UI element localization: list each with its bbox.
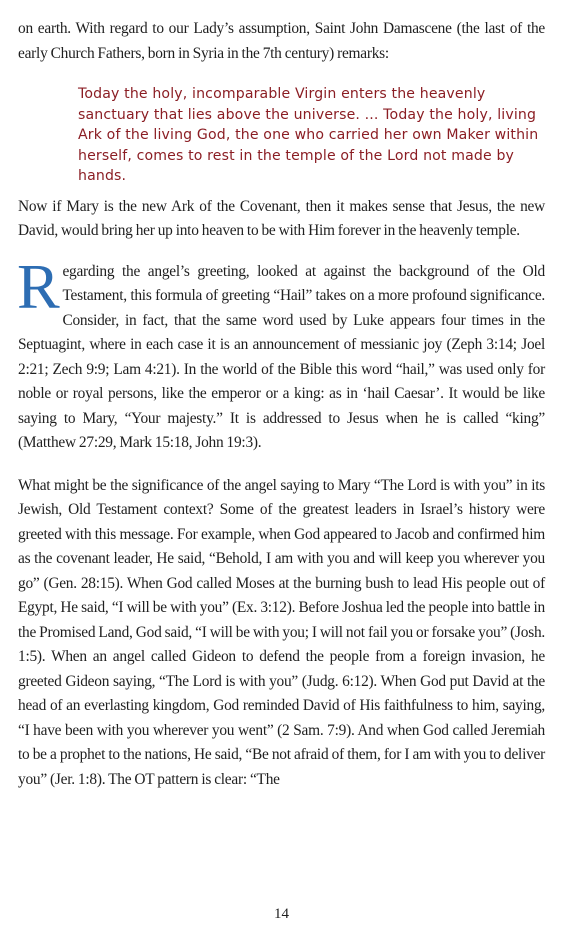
paragraph-ark: Now if Mary is the new Ark of the Covenant, then it makes sense that Jesus, the new David, would bring her up into heaven to be with Him forever in the heavenly temple.: [18, 197, 545, 239]
page-number: 14: [274, 906, 289, 922]
paragraph-greeting-text: egarding the angel’s greeting, looked at against the background of the Old Testament, this formula of greeting “Hail” takes on a more profound significance. Consider, in fact, that the same word used by Luke appears four times in the Septuagint, where in each case it is an announcement of messianic joy (Zeph 3:14; Joel 2:21; Zech 9:9; Lam 4:21). In the world of the Bible this word “hail,” was used only for noble or royal persons, like the emperor or a king: as in ‘hail Caesar’. It would be like saying to Mary, “Your majesty.” It is addressed to Jesus when he is called “king” (Matthew 27:29, Mark 15:18, John 19:3).: [18, 262, 545, 451]
paragraph-greeting: [17, 250, 545, 456]
paragraph-lord-with-you: What might be the significance of the angel saying to Mary “The Lord is with you” in its Jewish, Old Testament context? Some of the greatest leaders in Israel’s history were greeted with this message. For example, when God appeared to Jacob and confirmed him as the covenant leader, He said, “Behold, I am with you and will keep you wherever you go” (Gen. 28:15). When God called Moses at the burning bush to lead His people out of Egypt, He said, “I will be with you” (Ex. 3:12). Before Joshua led the people into battle in the Promised Land, God said, “I will be with you; I will not fail you or forsake you” (Josh. 1:5). When an angel called Gideon to defend the people from a foreign invasion, he greeted Gideon saying, “The Lord is with you” (Judg. 6:12). When God put David at the head of an everlasting kingdom, God reminded David of His faithfulness to him, saying, “I have been with you wherever you went” (2 Sam. 7:9). And when God called Jeremiah to be a prophet to the nations, He said, “Be not afraid of them, for I am with you to deliver you” (Jer. 1:8). The OT pattern is clear: “The: [18, 476, 545, 788]
drop-cap: R: [17, 250, 60, 322]
paragraph-intro: on earth. With regard to our Lady’s assumption, Saint John Damascene (the last of the early Church Fathers, born in Syria in the 7th century) remarks:: [18, 20, 545, 62]
block-quote: Today the holy, incomparable Virgin enters the heavenly sanctuary that lies above the universe. ... Today the holy, living Ark of the living God, the one who carried her own Maker within herself, comes to rest in the temple of the Lord not made by hands.: [78, 86, 539, 184]
page-body: [18, 17, 545, 792]
